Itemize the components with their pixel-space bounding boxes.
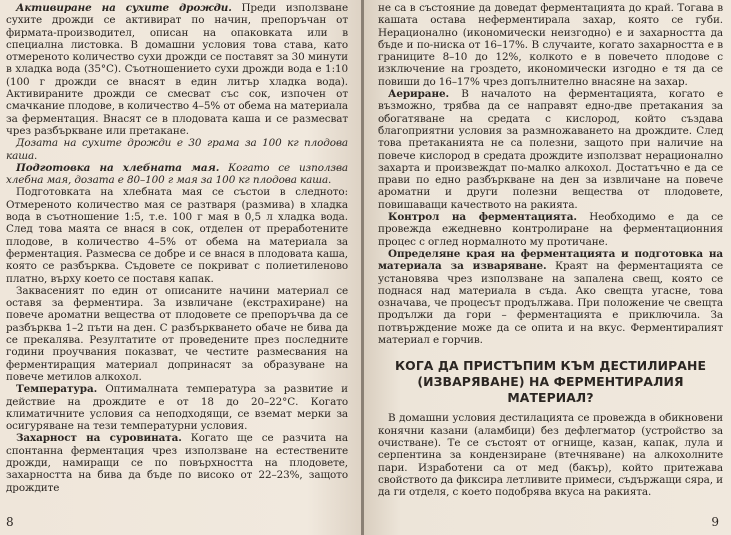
paragraph-dry-yeast-activation	[6, 2, 348, 137]
term-bread-yeast-prep: Подготовка на хлебната мая.	[16, 161, 220, 174]
paragraph-sugar-continued: не са в състояние да доведат ферментацията до край. Тогава в кашата остава неферментирала захар, която се губи. Нерационално (икономически неизгодно) е и захарността да бъде и по-ниска от 16–17%. В случаите, когато захарността е в границите 8–10 до 12%, колкото е в повечето плодове с изключение на гроздето, икономически изгодно е тя да се повиши до 16–17% чрез допълнително внасяне на захар.	[378, 2, 723, 88]
term-temperature: Температура.	[16, 383, 98, 396]
paragraph-sugar-content	[6, 432, 348, 493]
paragraph-temperature	[6, 383, 348, 432]
text-sugar-content: Когато ще се разчита на спонтанна ферментация чрез използване на естествените дрожди, намиращи се по повърхността на плодовете, захарността на бива да бъде по високо от 22–23%, защото дрождите	[6, 432, 348, 494]
page-number-left: 8	[6, 515, 14, 529]
text-aeration: В началото на ферментацията, когато е възможно, трябва да се направят едно-две претакания за обогатяване на средата с кислород, който създава благоприятни условия за размножаването на дрождите. След това претаканията не са полезни, защото при наличие на повече кислород в средата дрождите използват нерационално захарта и произвеждат по-малко алкохол. Достатъчно е да се прави по едно разбъркване на ден за извличане на повече ароматни и други полезни вещества от плодовете, повишаващи качеството на ракията.	[378, 88, 723, 211]
paragraph-fermentation-end	[378, 248, 723, 346]
term-sugar-content: Захарност на суровината.	[16, 432, 182, 445]
text-dry-yeast-activation: Преди използване сухите дрожди се активират по начин, препоръчан от фирмата-производител, описан на опаковката или в специална листовка. В домашни условия това става, като отмереното количество сухи дрожди се поставят за 30 минути в хладка вода (35°С). Съотношението сухи дрожди вода е 1:10 (100 г дрожди се внасят в един литър хладка вода). Активираните дрожди се смесват със сок, изпочен от смачкание плодове, в количество 4–5% от обема на материала за ферментация. Внасят се в плодовата каша и се размесват чрез разбъркване или претакане.	[6, 2, 348, 137]
paragraph-dry-yeast-dose: Дозата на сухите дрожди е 30 грама за 100 кг плодова каша.	[6, 137, 348, 162]
section-heading-distillation: КОГА ДА ПРИСТЪПИМ КЪМ ДЕСТИЛИРАНЕ (ИЗВАРЯВАНЕ) НА ФЕРМЕНТИРАЛИЯ МАТЕРИАЛ?	[394, 358, 707, 406]
paragraph-bread-yeast-steps: Подготовката на хлебната мая се състои в следното: Отмереното количество мая се разтваря (размива) в хладка вода в съотношение 1:5, т.е. 100 г мая в 0,5 л хладка вода. След това маята се внася в сок, отделен от преработените плодове, в количество 4–5% от обема на материала за ферментация. Размесва се добре и се внася в плодовата каша, която се разбърква. Съдовете се покриват с полиетиленово платно, върху което се поставя капак.	[6, 186, 348, 285]
text-fermentation-control: Необходимо е да се провежда ежедневно контролиране на ферментационния процес с оглед нормалното му протичане.	[378, 211, 723, 248]
paragraph-distillation: В домашни условия дестилацията се провежда в обикновени конячни казани (аламбици) без дефлегматор (устройство за очистване). Те се състоят от огнище, казан, капак, лула и серпентина за кондензиране (втечняване) на алкохолните пари. Изработени са от мед (бакър), който притежава свойството да фиксира летливите примеси, съдържащи сяра, и да ги отделя, с което подобрява вкуса на ракията.	[378, 412, 723, 499]
term-fermentation-control: Контрол на ферментацията.	[388, 211, 577, 224]
text-temperature: Оптималната температура за развитие и действие на дрождите е от 18 до 20–22°С. Когато климатичните условия са неподходящи, се вземат мерки за осигуряване на тези температурни условия.	[6, 383, 348, 433]
term-dry-yeast-activation: Активиране на сухите дрожди.	[16, 2, 232, 14]
term-aeration: Аериране.	[388, 88, 449, 101]
paragraph-bread-yeast-prep	[6, 162, 348, 187]
text-bread-yeast-prep: Когато се използва хлебна мая, дозата е 80–100 г мая за 100 кг плодова каша.	[6, 161, 348, 187]
text-fermentation-end: Краят на ферментацията се установява чрез използване на запалена свещ, която се поднася над материала в съда. Ако свещта угасне, това означава, че процесът продължава. При положение че свещта продължи да гори – ферментацията е приключила. За потвърждение може да се опита и на вкус. Ферментиралият материал е горчив.	[378, 260, 723, 347]
paragraph-aeration	[378, 88, 723, 211]
right-page	[364, 0, 731, 535]
term-fermentation-end: Определяне края на ферментацията и подготовка на материала за изваряване.	[378, 247, 723, 273]
paragraph-fermenting-material: Заквасеният по един от описаните начини материал се оставя за ферментира. За извличане (екстрахиране) на повече ароматни вещества от плодовете се препоръчва да се разбърква 1–2 пъти на ден. С разбъркването обаче не бива да се прекалява. Резултатите от проведените през последните години проучвания показват, че честите размесвания на ферментиращия материал допринасят за образуване на повече метилов алкохол.	[6, 284, 348, 383]
page-number-right: 9	[711, 515, 719, 529]
left-page	[0, 0, 362, 535]
paragraph-fermentation-control	[378, 211, 723, 248]
